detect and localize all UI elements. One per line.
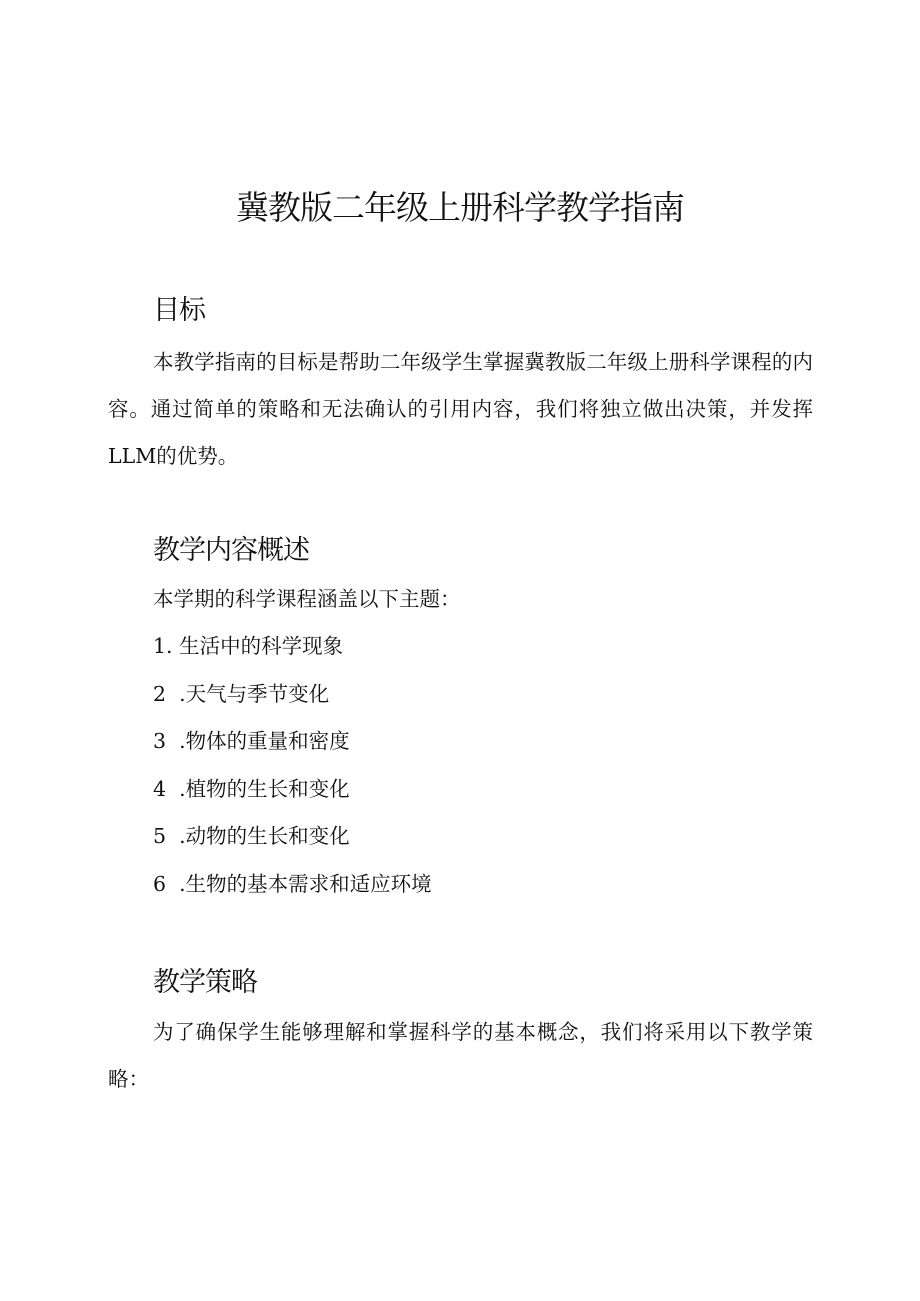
document-title: 冀教版二年级上册科学教学指南 bbox=[236, 188, 684, 227]
section-heading-content-overview: 教学内容概述 bbox=[153, 535, 309, 566]
section-heading-goal: 目标 bbox=[153, 295, 205, 326]
list-item: 2 .天气与季节变化 bbox=[153, 682, 330, 706]
list-item: 6 .生物的基本需求和适应环境 bbox=[153, 872, 432, 896]
list-item: 5 .动物的生长和变化 bbox=[153, 824, 350, 848]
goal-paragraph: 本教学指南的目标是帮助二年级学生掌握冀教版二年级上册科学课程的内容。通过简单的策略和无法确认的引用内容，我们将独立做出决策，并发挥LLM的优势。 bbox=[108, 350, 813, 468]
strategy-paragraph: 为了确保学生能够理解和掌握科学的基本概念，我们将采用以下教学策略： bbox=[108, 1020, 813, 1091]
list-item: 4 .植物的生长和变化 bbox=[153, 777, 350, 801]
list-item: 3 .物体的重量和密度 bbox=[153, 729, 350, 753]
list-item: 1. 生活中的科学现象 bbox=[153, 634, 344, 658]
section-heading-strategy: 教学策略 bbox=[153, 967, 257, 998]
content-intro: 本学期的科学课程涵盖以下主题： bbox=[153, 587, 461, 611]
